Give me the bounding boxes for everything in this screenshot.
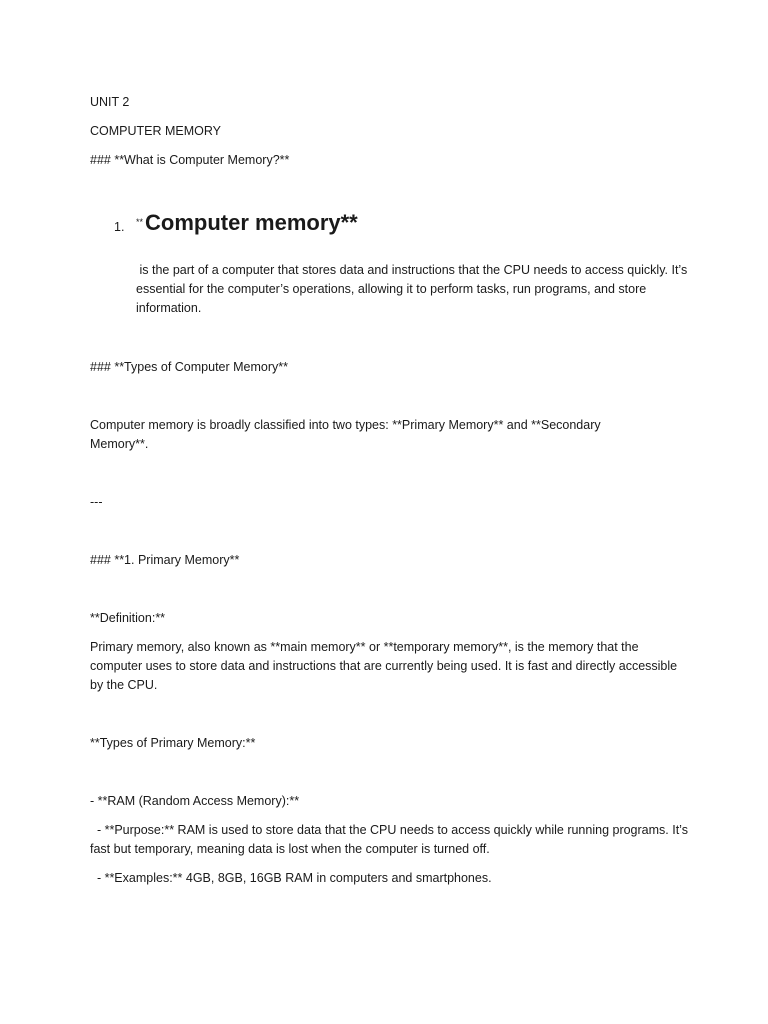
heading-text: Computer memory**	[145, 210, 358, 235]
list-number: 1.	[114, 220, 125, 234]
separator-line: ---	[90, 495, 103, 509]
primary-memory-heading: ### **1. Primary Memory**	[90, 553, 240, 567]
ram-examples: - **Examples:** 4GB, 8GB, 16GB RAM in computers and smartphones.	[90, 871, 492, 885]
types-paragraph: Computer memory is broadly classified into two types: **Primary Memory** and **Secondary Memory**.	[90, 418, 601, 451]
unit-label: UNIT 2	[90, 95, 130, 109]
definition-paragraph: Primary memory, also known as **main memory** or **temporary memory**, is the memory that the computer uses to store data and instructions that are currently being used. It is fast and directly accessible by the CPU.	[90, 640, 678, 692]
ram-purpose: - **Purpose:** RAM is used to store data that the CPU needs to access quickly while running programs. It’s fast but temporary, meaning data is lost when the computer is turned off.	[90, 823, 692, 856]
ram-item: - **RAM (Random Access Memory):**	[90, 794, 300, 808]
computer-memory-heading	[136, 210, 358, 236]
question-heading: ### **What is Computer Memory?**	[90, 153, 290, 167]
definition-label: **Definition:**	[90, 611, 166, 625]
intro-paragraph: is the part of a computer that stores data and instructions that the CPU needs to access quickly. It’s essential for the computer’s operations, allowing it to perform tasks, run programs, and store information.	[136, 263, 691, 315]
subject-title: COMPUTER MEMORY	[90, 124, 222, 138]
types-primary-label: **Types of Primary Memory:**	[90, 736, 256, 750]
types-heading: ### **Types of Computer Memory**	[90, 360, 289, 374]
heading-prefix: **	[136, 217, 144, 227]
